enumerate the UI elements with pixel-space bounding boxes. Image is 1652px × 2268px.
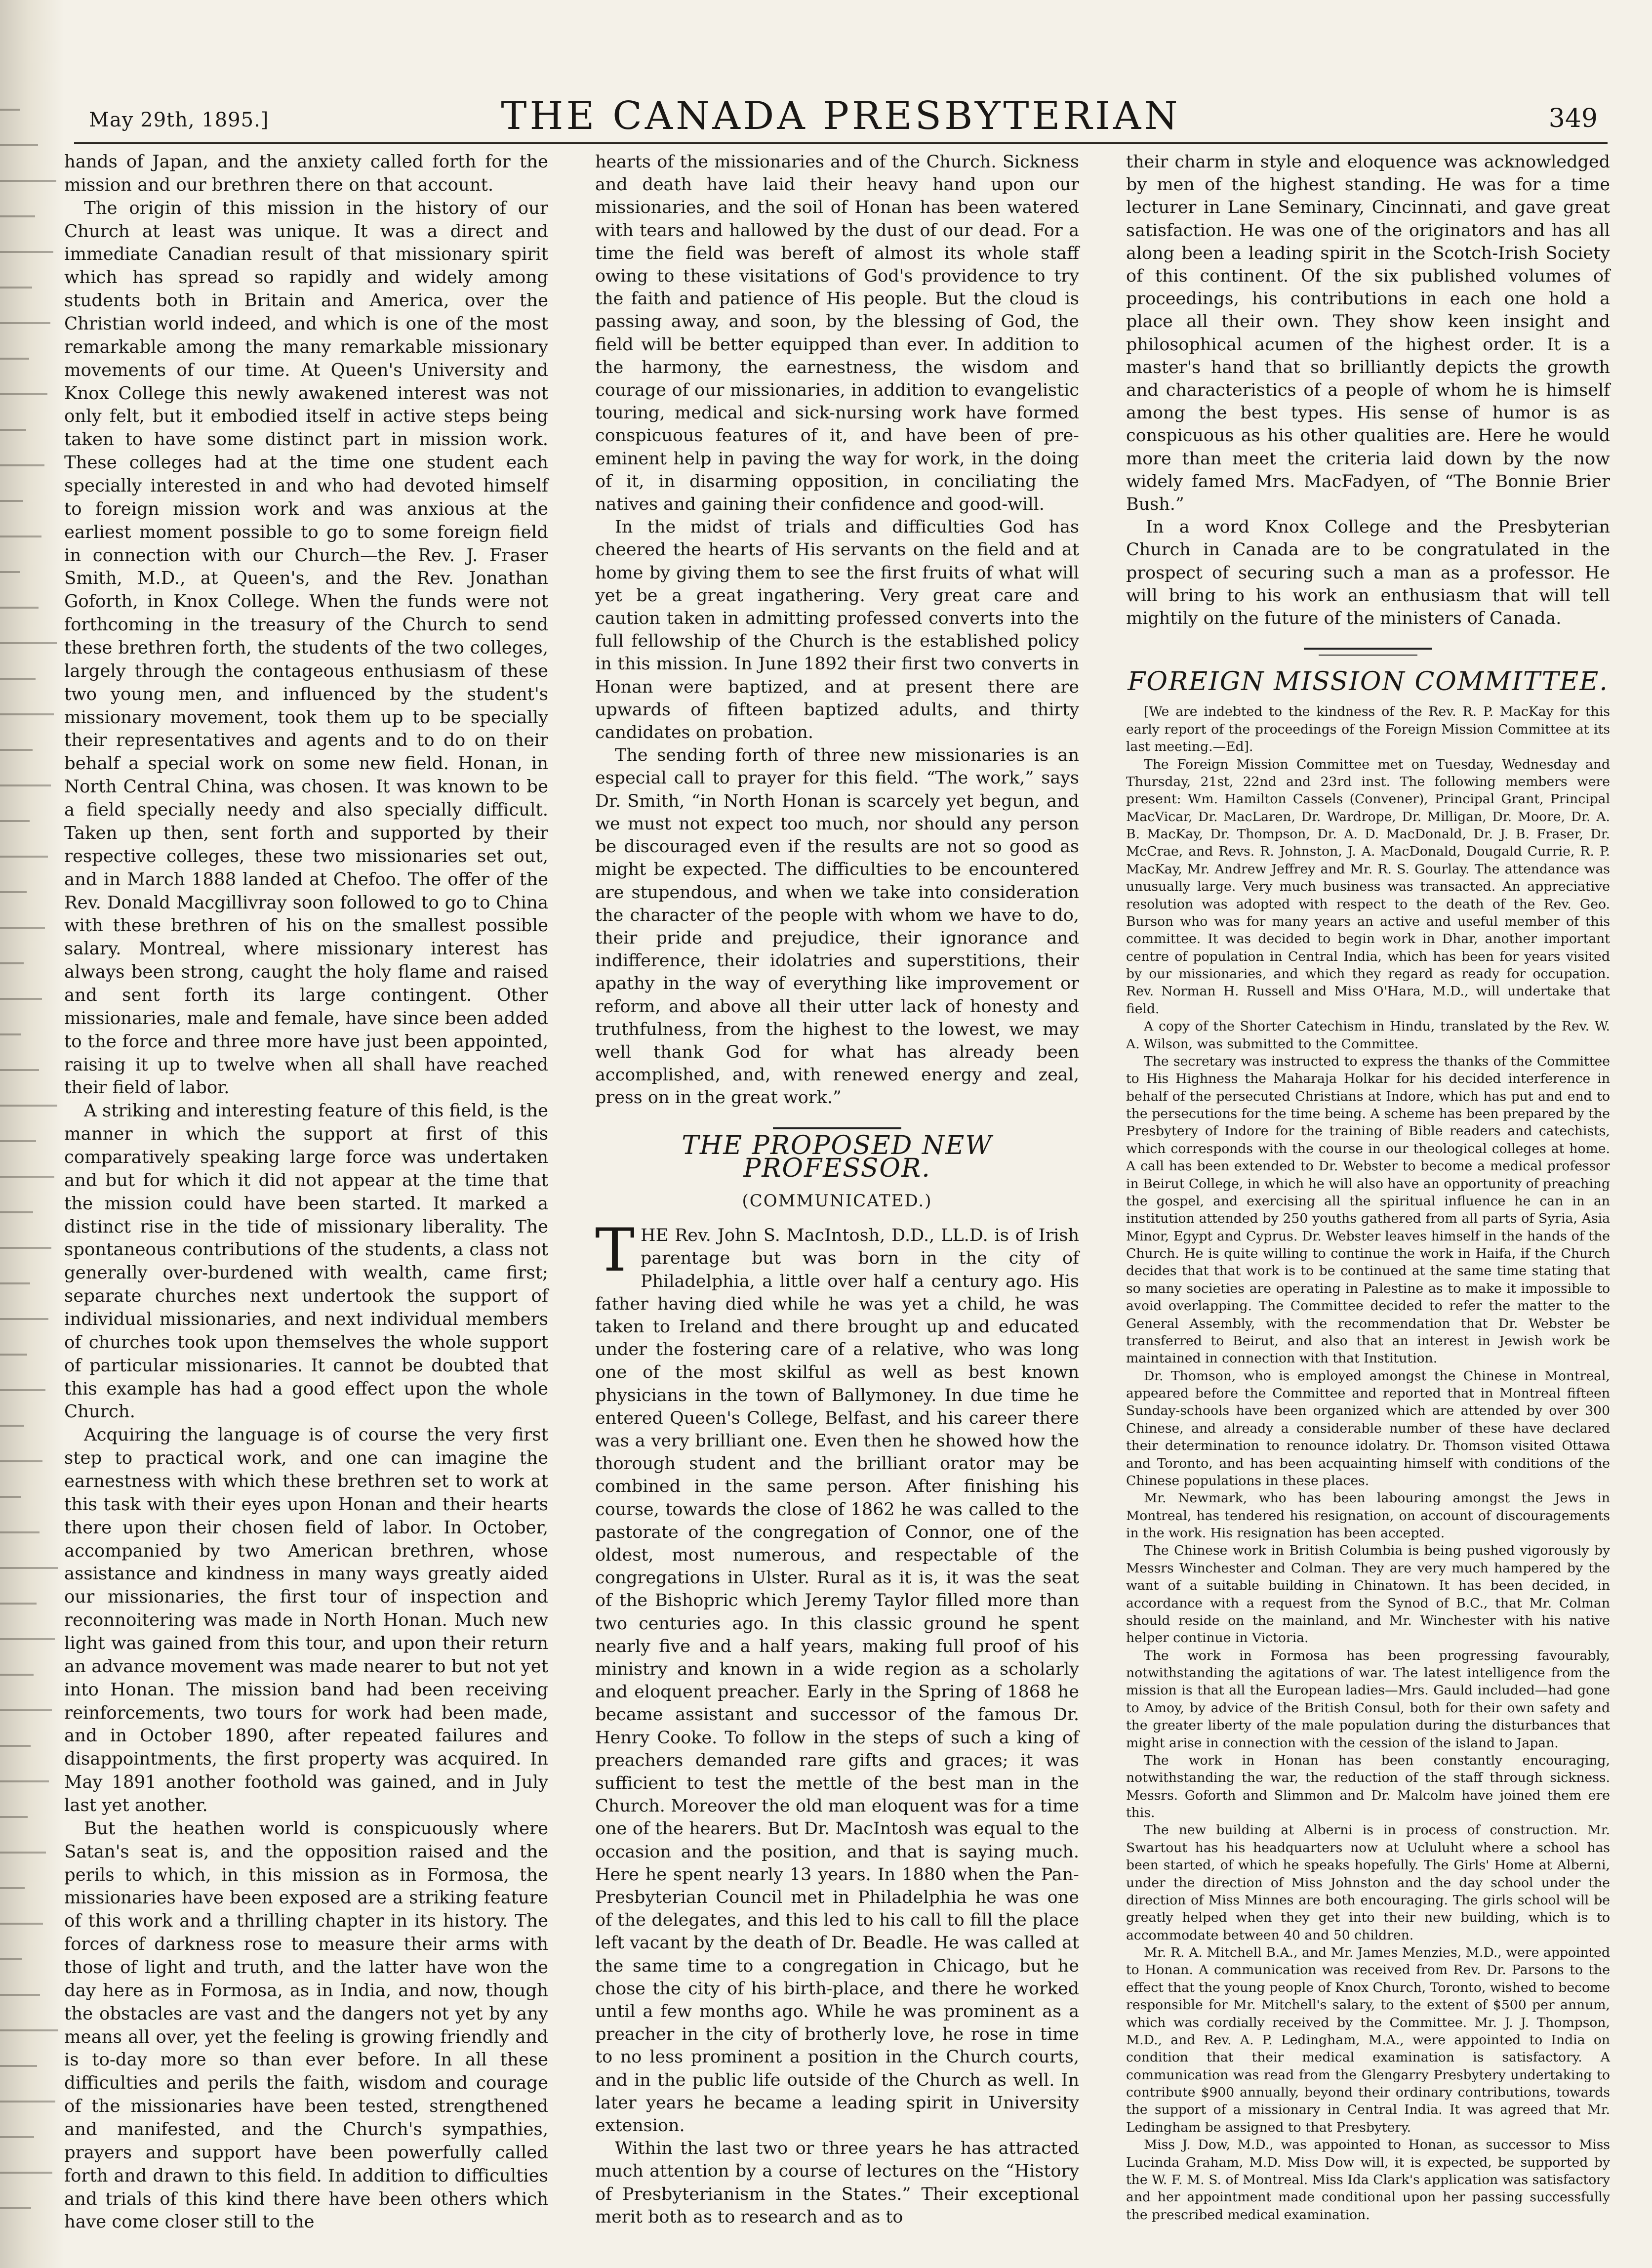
binding-mark <box>0 536 41 537</box>
byline: (COMMUNICATED.) <box>742 1191 932 1211</box>
binding-mark <box>0 1852 46 1854</box>
binding-mark <box>0 180 56 182</box>
paragraph: In a word Knox College and the Presbyterian Church in Canada are to be congratulated in the prospect of securing such a man as a professor. He will bring to his work an enthusiasm that will tell mightily on the future of the ministers of Canada. <box>1126 517 1610 629</box>
binding-mark <box>0 358 29 360</box>
binding-mark <box>0 1389 45 1391</box>
paragraph: But the heathen world is conspicuously where Satan's seat is, and the opposition raised and the perils to which, in this mission as in Formosa, the missionaries have been exposed are a striking feature of this work and a thrilling chapter in its history. The forces of darkness rose to measure their arms with those of light and truth, and the latter have won the day here as in Formosa, as in India, and now, though the obstacles are vast and the dangers not yet by any means all over, yet the feeling is growing friendly and is to-day more so than ever before. In all these difficulties and perils the faith, wisdom and courage of the missionaries have been tested, strengthened and manifested, and the Church's sympathies, prayers and support have been powerfully called forth and drawn to this field. In addition to difficulties and trials of this kind there have been others which have come closer still to the <box>64 1818 548 2232</box>
page-header <box>74 89 1608 143</box>
paragraph: The Foreign Mission Committee met on Tuesday, Wednesday and Thursday, 21st, 22nd and 23rd inst. The following members were present: Wm. Hamilton Cassels (Convener), Principal Grant, Principal MacVicar, Dr. MacLaren, Dr. Wardrope, Dr. Milligan, Dr. Moore, Dr. A. B. MacKay, Dr. Thompson, Dr. A. D. MacDonald, Dr. J. B. Fraser, Dr. McCrae, and Revs. R. Johnston, J. A. MacDonald, Dougald Currie, R. P. MacKay, Mr. Andrew Jeffrey and Mr. R. S. Gourlay. The attendance was unusually large. Very much business was transacted. An appreciative resolution was adopted with respect to the death of the Rev. Geo. Burson who was for many years an active and useful member of this committee. It was decided to begin work in Dhar, another important centre of population in Central India, which has been for years visited by our missionaries, and which they regard as ready for occupation. Rev. Norman H. Russell and Miss O'Hara, M.D., will undertake that field. <box>1126 756 1610 1017</box>
binding-mark <box>0 429 26 431</box>
paragraph: Miss J. Dow, M.D., was appointed to Honan, as successor to Miss Lucinda Graham, M.D. Miss Dow will, it is expected, be supported by the W. F. M. S. of Montreal. Miss Ida Clark's application was satisfactory and her appointment made conditional upon her passing successfully the prescribed medical examination. <box>1126 2137 1610 2223</box>
paragraph: In the midst of trials and difficulties God has cheered the hearts of His servants on the field and at home by giving them to see the first fruits of what will yet be a great ingathering. Very great care and caution taken in admitting professed converts into the full fellowship of the Church is the established policy in this mission. In June 1892 their first two converts in Honan were baptized, and at present there are upwards of fifteen baptized adults, and thirty candidates on probation. <box>595 517 1079 743</box>
binding-mark <box>0 1247 51 1249</box>
binding-mark <box>0 464 44 466</box>
binding-mark <box>0 2207 31 2209</box>
paragraph: A striking and interesting feature of this field, is the manner in which the support at first of this comparatively speaking large force was undertaken and but for which it did not appear at the time that the mission could have been started. It marked a distinct rise in the tide of missionary liberality. The spontaneous contributions of the students, a class not generally over-burdened with wealth, came first; separate churches next undertook the support of individual missionaries, and next individual members of churches took upon themselves the whole support of particular missionaries. It cannot be doubted that this example has had a good effect upon the whole Church. <box>64 1101 548 1422</box>
column-3 <box>1126 151 1610 2224</box>
section-title-new-professor: THE PROPOSED NEW PROFESSOR. <box>682 1130 993 1183</box>
paragraph: Within the last two or three years he has attracted much attention by a course of lectures on the “History of Presbyterianism in the States.” Their exceptional merit both as to research and as to <box>595 2139 1079 2227</box>
binding-mark <box>0 1531 40 1533</box>
binding-mark <box>0 998 42 1000</box>
paragraph: A copy of the Shorter Catechism in Hindu, translated by the Rev. W. A. Wilson, was submitted to the Committee. <box>1126 1019 1610 1052</box>
binding-mark <box>0 891 27 893</box>
binding-mark <box>0 1674 34 1676</box>
section-divider-thin <box>1319 655 1417 656</box>
column-2 <box>595 151 1079 2228</box>
binding-mark <box>0 607 39 609</box>
paragraph: The work in Formosa has been progressing favourably, notwithstanding the agitations of war. The latest intelligence from the mission is that all the European ladies—Mrs. Gauld included—had gone to Amoy, by advice of the British Consul, both for their own safety and the greater liberty of the male population during the disturbances that might arise in connection with the cession of the island to Japan. <box>1126 1648 1610 1751</box>
issue-date: May 29th, 1895.] <box>89 109 269 131</box>
paragraph: their charm in style and eloquence was acknowledged by men of the highest standing. He was for a time lecturer in Lane Seminary, Cincinnati, and gave great satisfaction. He was one of the originators and has all along been a leading spirit in the Scotch-Irish Society of this continent. Of the six published volumes of proceedings, his contributions in each one hold a place all their own. They show keen insight and philosophical acumen of the highest order. It is a master's hand that so brilliantly depicts the growth and characteristics of a people of whom he is himself among the best types. His sense of humor is as conspicuous as his other qualities are. Here he would more than meet the criteria laid down by the now widely famed Mrs. MacFadyen, of “The Bonnie Brier Bush.” <box>1126 152 1610 515</box>
paragraph: The Chinese work in British Columbia is being pushed vigorously by Messrs Winchester and Colman. They are very much hampered by the want of a suitable building in Chinatown. It has been decided, in accordance with a request from the Synod of B.C., that Mr. Colman should reside on the mainland, and Mr. Winchester with his native helper continue in Victoria. <box>1126 1543 1610 1646</box>
paragraph: The work in Honan has been constantly encouraging, notwithstanding the war, the reduction of the staff through sickness. Messrs. Goforth and Slimmon and Dr. Malcolm have joined them ere this. <box>1126 1752 1610 1821</box>
binding-mark <box>0 500 23 502</box>
binding-mark <box>0 144 38 146</box>
binding-mark <box>0 1282 30 1284</box>
binding-mark <box>0 1638 55 1640</box>
paragraph: The origin of this mission in the history of our Church at least was unique. It was a direct and immediate Canadian result of that missionary spirit which has spread so rapidly and widely among students both in Britain and America, over the Christian world indeed, and which is one of the most remarkable among the many remarkable missionary movements of our time. At Queen's University and Knox College this newly awakened interest was not only felt, but it embodied itself in active steps being taken to have some distinct part in mission work. These colleges had at the time one student each specially interested in and who had devoted himself to foreign mission work and was anxious at the earliest moment possible to go to some foreign field in connection with our Church—the Rev. J. Fraser Smith, M.D., at Queen's, and the Rev. Jonathan Goforth, in Knox College. When the funds were not forthcoming in the treasury of the Church to send these brethren forth, the students of the two colleges, largely through the contageous enthusiasm of these two young men, and influenced by the student's missionary movement, took them up to be specially their representatives and agents and to do on their behalf a special work on some new field. Honan, in North Central China, was chosen. It was known to be a field specially needy and also specially difficult. Taken up then, sent forth and supported by their respective colleges, these two missionaries set out, and in March 1888 landed at Chefoo. The offer of the Rev. Donald Macgillivray soon followed to go to China with these brethren of his on the smallest possible salary. Montreal, where missionary interest has always been strong, caught the holy flame and raised and sent forth its large contingent. Other missionaries, male and female, have since been added to the force and three more have just been appointed, raising it up to twelve when all shall have reached their field of labor. <box>64 198 548 1098</box>
binding-mark <box>0 1354 27 1356</box>
paragraph: Dr. Thomson, who is employed amongst the Chinese in Montreal, appeared before the Committee and reported that in Montreal fifteen Sunday-schools have been organized which are attended by over 300 Chinese, and already a considerable number of these have declared their determination to renounce idolatry. Dr. Thomson visited Ottawa and Toronto, and has been acquainting himself with conditions of the Chinese populations in these places. <box>1126 1368 1610 1488</box>
binding-mark <box>0 784 51 786</box>
binding-mark <box>0 393 47 395</box>
binding-mark <box>0 1318 48 1320</box>
binding-mark <box>0 215 35 217</box>
binding-mark <box>0 571 20 573</box>
binding-mark <box>0 1816 28 1818</box>
binding-mark <box>0 109 20 111</box>
binding-mark <box>0 1923 43 1925</box>
binding-mark <box>0 1994 40 1996</box>
binding-mark <box>0 2029 58 2031</box>
paragraph: hands of Japan, and the anxiety called forth for the mission and our brethren there on that account. <box>64 152 548 195</box>
binding-mark <box>0 1780 49 1782</box>
binding-mark <box>0 1176 54 1178</box>
binding-mark <box>0 251 53 253</box>
binding-mark <box>0 927 45 929</box>
binding-mark <box>0 1069 39 1071</box>
paragraph: Acquiring the language is of course the very first step to practical work, and one can imagine the earnestness with which these brethren set to work at this task with their eyes upon Honan and their hearts there upon their chosen field of labor. In October, accompanied by two American brethren, whose assistance and kindness in many ways greatly aided our missionaries, the first tour of inspection and reconnoitering was made in North Honan. Much new light was gained from this tour, and upon their return an advance movement was made nearer to but not yet into Honan. The mission band had been receiving reinforcements, two tours for work had been made, and in October 1890, after repeated failures and disappointments, the first property was acquired. In May 1891 another foothold was gained, and in July last yet another. <box>64 1425 548 1816</box>
binding-mark <box>0 1958 22 1960</box>
binding-mark <box>0 1460 42 1462</box>
binding-mark <box>0 1603 37 1605</box>
header-rule <box>74 142 1608 144</box>
paragraph: The secretary was instructed to express the thanks of the Committee to His Highness the Maharaja Holkar for his decided interference in behalf of the persecuted Christians at Indore, which has put and end to the persecutions for the time being. A scheme has been prepared by the Presbytery of Indore for the training of Bible readers and catechists, which corresponds with the course in our theological colleges at home. A call has been extended to Dr. Webster to become a medical professor in Beirut College, in which he will also have an opportunity of preaching the gospel, and exercising all the spiritual influence he can in an institution attended by 250 youths gathered from all parts of Syria, Asia Minor, Egypt and Cyprus. Dr. Webster leaves himself in the hands of the Church. He is quite willing to continue the work in Haifa, if the Church decides that that work is to be continued at the same time stating that so many societies are operating in Palestine as to make it impossible to avoid overlapping. The Committee decided to refer the matter to the General Assembly, with the recommendation that Dr. Webster be transferred to Beirut, and also that an interest in Jewish work be maintained in connection with that Institution. <box>1126 1053 1610 1366</box>
binding-mark <box>0 749 33 751</box>
binding-mark <box>0 713 54 715</box>
binding-mark <box>0 856 48 858</box>
paragraph: The new building at Alberni is in process of construction. Mr. Swartout has his headquarters now at Ucluluht where a school has been started, of which he speaks hopefully. The Girls' Home at Alberni, under the direction of Miss Johnston and the day school under the direction of Miss Minnes are both encouraging. The girls school will be greatly helped when they get into their new building, which is to accommodate between 40 and 50 children. <box>1126 1822 1610 1943</box>
binding-mark <box>0 2172 52 2174</box>
publication-title: THE CANADA PRESBYTERIAN <box>501 94 1181 138</box>
paragraph: hearts of the missionaries and of the Church. Sickness and death have laid their heavy hand upon our missionaries, and the soil of Honan has been watered with tears and hallowed by the dust of our dead. For a time the field was bereft of almost its whole staff owing to these visitations of God's providence to try the faith and patience of His people. But the cloud is passing away, and soon, by the blessing of God, the field will be better equipped than ever. In addition to the harmony, the earnestness, the wisdom and courage of our missionaries, in addition to evangelistic touring, medical and sick-nursing work have formed conspicuous features of it, and have been of pre-eminent help in paving the way for work, in the doing of it, in disarming opposition, in conciliating the natives and gaining their confidence and good-will. <box>595 152 1079 515</box>
paragraph-text: HE Rev. John S. MacIntosh, D.D., LL.D. is of Irish parentage but was born in the city of Philadelphia, a little over half a century ago. His father having died while he was yet a child, he was taken to Ireland and there brought up and educated under the fostering care of a relative, who was long one of the most skilful as well as best known physicians in the town of Ballymoney. In due time he entered Queen's College, Belfast, and his career there was a very brilliant one. Even then he showed how the thorough student and the brilliant orator may be combined in the same person. After finishing his course, towards the close of 1862 he was called to the pastorate of the congregation of Connor, one of the oldest, most numerous, and respectable of the congregations in Ulster. Rural as it is, it was the seat of the Bishopric which Jeremy Taylor filled more than two centuries ago. In this classic ground he spent nearly five and a half years, making full proof of his ministry and known in a wide region as a scholarly and eloquent preacher. Early in the Spring of 1868 he became assistant and successor of the famous Dr. Henry Cooke. To follow in the steps of such a king of preachers demanded rare gifts and graces; it was sufficient to test the mettle of the best man in the Church. Moreover the old man eloquent was for a time one of the hearers. But Dr. MacIntosh was equal to the occasion and the position, and that is saying much. Here he spent nearly 13 years. In 1880 when the Pan-Presbyterian Council met in Philadelphia he was one of the delegates, and this led to his call to fill the place left vacant by the death of Dr. Beadle. He was called at the same time to a congregation in Chicago, but he chose the city of his birth-place, and there he worked until a few months ago. While he was prominent as a preacher in the city of brotherly love, he rose in time to no less prominent a position in the Church courts, and in the public life outside of the Church as well. In later years he became a leading spirit in University extension. <box>595 1226 1079 2136</box>
page-number: 349 <box>1548 104 1598 133</box>
section-title-foreign-mission: FOREIGN MISSION COMMITTEE. <box>1128 667 1609 697</box>
paragraph <box>595 1216 1079 2137</box>
committee-report <box>1126 703 1610 2224</box>
binding-mark <box>0 1033 21 1035</box>
binding-mark <box>0 2101 55 2103</box>
binding-mark <box>0 1211 33 1213</box>
binding-mark <box>0 1887 25 1889</box>
section-divider <box>773 1127 901 1129</box>
paragraph: Mr. Newmark, who has been labouring amongst the Jews in Montreal, has tendered his resignation, on account of discouragements in the work. His resignation has been accepted. <box>1126 1490 1610 1541</box>
binding-mark <box>0 2136 34 2138</box>
binding-mark <box>0 322 50 324</box>
column-1 <box>64 151 548 2234</box>
binding-mark <box>0 1745 31 1747</box>
page-binding-edge <box>0 0 64 2268</box>
section-divider <box>1304 648 1432 650</box>
binding-mark <box>0 1496 21 1498</box>
binding-mark <box>0 962 24 964</box>
binding-mark <box>0 1567 58 1569</box>
binding-mark <box>0 820 30 822</box>
binding-mark <box>0 678 36 680</box>
paragraph: Mr. R. A. Mitchell B.A., and Mr. James Menzies, M.D., were appointed to Honan. A communication was received from Rev. Dr. Parsons to the effect that the young people of Knox Church, Toronto, wished to become responsible for Mr. Mitchell's salary, to the extent of $500 per annum, which was cordially received by the Committee. Mr. J. J. Thompson, M.D., and Rev. A. P. Ledingham, M.A., were appointed to India on condition that their medical examination is satisfactory. A communication was read from the Glengarry Presbytery undertaking to contribute $900 annually, beyond their ordinary contributions, towards the support of a missionary in Central India. It was agreed that Mr. Ledingham be assigned to that Presbytery. <box>1126 1945 1610 2135</box>
binding-mark <box>0 1140 36 1142</box>
binding-mark <box>0 287 32 289</box>
editor-note: [We are indebted to the kindness of the Rev. R. P. MacKay for this early report of the proceedings of the Foreign Mission Committee at its last meeting.—Ed]. <box>1126 704 1610 755</box>
drop-cap: T <box>595 1216 635 1285</box>
binding-mark <box>0 1105 57 1107</box>
binding-mark <box>0 2065 37 2067</box>
binding-mark <box>0 1425 24 1427</box>
binding-mark <box>0 642 57 644</box>
binding-mark <box>0 1709 52 1711</box>
paragraph: The sending forth of three new missionaries is an especial call to prayer for this field. “The work,” says Dr. Smith, “in North Honan is scarcely yet begun, and we must not expect too much, nor should any person be discouraged even if the results are not so good as might be expected. The difficulties to be encountered are stupendous, and when we take into consideration the character of the people with whom we have to do, their pride and prejudice, their ignorance and indifference, their idolatries and superstitions, their apathy in the way of everything like improvement or reform, and above all their utter lack of honesty and truthfulness, from the highest to the lowest, we may well thank God for what has already been accomplished, and, with renewed energy and zeal, press on in the great work.” <box>595 745 1079 1108</box>
